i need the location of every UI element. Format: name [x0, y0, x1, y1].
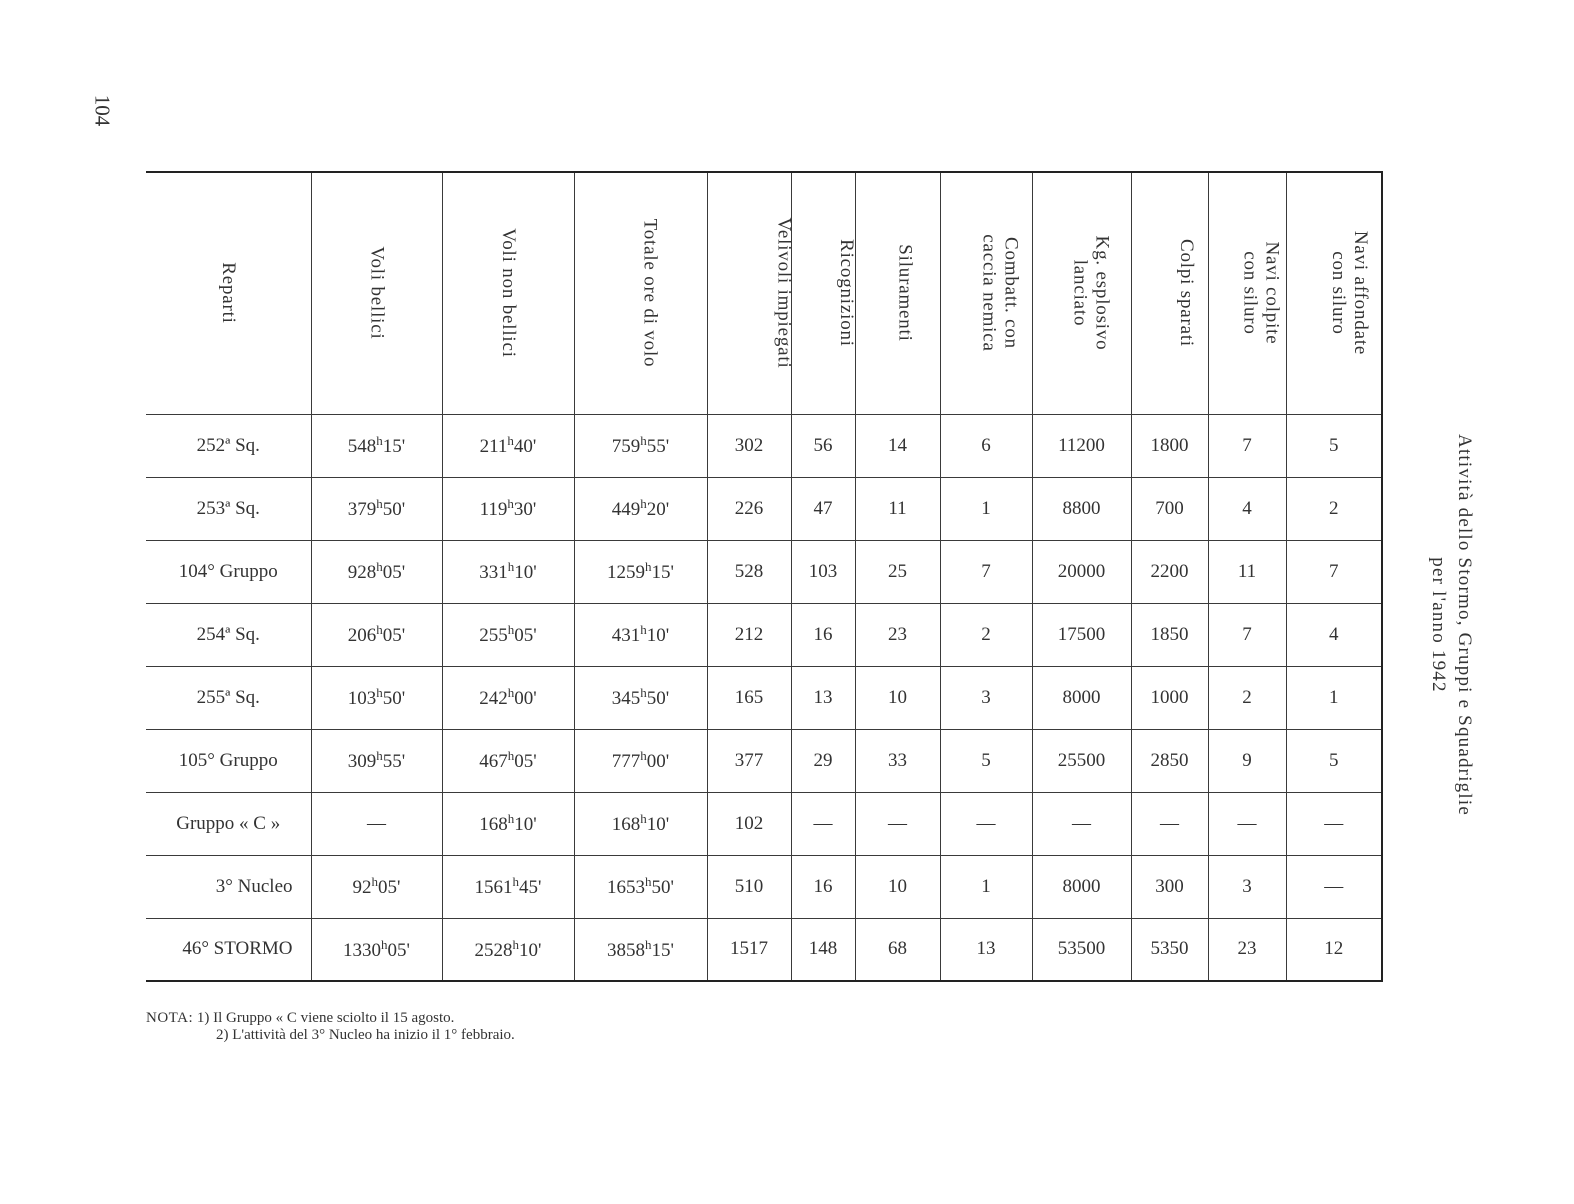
cell-voli-bellici: 379$^h$50' — [311, 477, 442, 540]
minutes-value: 50' — [382, 499, 406, 520]
minutes-value: 05' — [514, 751, 537, 772]
minutes-value: 40' — [513, 436, 537, 457]
hours-value: 168 — [611, 814, 641, 835]
table-row — [146, 477, 1382, 540]
cell-siluramenti: 10 — [855, 666, 940, 729]
table-row — [146, 918, 1382, 981]
header-combatt — [940, 172, 1032, 414]
cell-colpi: 2200 — [1131, 540, 1208, 603]
minutes-value: 30' — [513, 499, 537, 520]
minutes-value: 05' — [382, 562, 406, 583]
cell-voli-non-bellici: 242$^h$00' — [442, 666, 574, 729]
minutes-value: 15' — [651, 939, 674, 961]
cell-colpi: 300 — [1131, 855, 1208, 918]
header-voli-non-bellici — [442, 172, 574, 414]
cell-reparto: 3° Nucleo — [146, 855, 311, 918]
minutes-value: 50' — [382, 688, 406, 709]
header-ricognizioni — [791, 172, 855, 414]
cell-combatt: 1 — [940, 855, 1032, 918]
page-number: 104 — [90, 94, 115, 126]
cell-kg: 17500 — [1032, 603, 1131, 666]
header-label: con siluro — [1239, 251, 1260, 335]
cell-reparto: 255ª Sq. — [146, 666, 311, 729]
cell-navi-affondate: 4 — [1286, 603, 1382, 666]
note-item-1: 1) Il Gruppo « C viene sciolto il 15 agosto. — [196, 1010, 455, 1026]
cell-voli-non-bellici: 1561$^h$45' — [442, 855, 574, 918]
hours-value: 3858 — [607, 939, 646, 961]
header-label: Siluramenti — [894, 244, 916, 342]
header-label: Velivoli impiegati — [773, 217, 795, 369]
table-row — [146, 414, 1382, 477]
cell-combatt: 13 — [940, 918, 1032, 981]
cell-voli-non-bellici: 168$^h$10' — [442, 792, 574, 855]
cell-velivoli: 302 — [707, 414, 791, 477]
cell-velivoli: 377 — [707, 729, 791, 792]
hours-value: 928 — [347, 562, 377, 583]
cell-voli-non-bellici: 211$^h$40' — [442, 414, 574, 477]
hours-value: 759 — [611, 436, 641, 457]
cell-navi-affondate: 1 — [1286, 666, 1382, 729]
cell-colpi: — — [1131, 792, 1208, 855]
cell-totale: 168$^h$10' — [574, 792, 707, 855]
cell-kg: 53500 — [1032, 918, 1131, 981]
minutes-value: 15' — [651, 562, 674, 583]
hours-value: 331 — [479, 562, 508, 583]
hours-value: 379 — [347, 499, 377, 520]
cell-navi-affondate: 2 — [1286, 477, 1382, 540]
header-kg-esplosivo — [1032, 172, 1131, 414]
minutes-value: 00' — [514, 688, 537, 709]
cell-velivoli: 102 — [707, 792, 791, 855]
header-navi-colpite — [1208, 172, 1286, 414]
header-label: Colpi sparati — [1175, 239, 1197, 348]
cell-colpi: 2850 — [1131, 729, 1208, 792]
cell-totale: 345$^h$50' — [574, 666, 707, 729]
hours-value: 548 — [347, 436, 377, 457]
cell-colpi: 1000 — [1131, 666, 1208, 729]
cell-reparto: 252ª Sq. — [146, 414, 311, 477]
cell-kg: — — [1032, 792, 1131, 855]
cell-navi-colpite: 7 — [1208, 414, 1286, 477]
cell-voli-bellici — [311, 792, 442, 855]
table-caption — [1418, 420, 1484, 830]
header-label: lanciato — [1068, 259, 1090, 327]
header-navi-affondate — [1286, 172, 1382, 414]
hours-value: 242 — [479, 688, 508, 709]
cell-voli-bellici: 548$^h$15' — [311, 414, 442, 477]
cell-velivoli: 1517 — [707, 918, 791, 981]
cell-kg: 8000 — [1032, 855, 1131, 918]
header-label: Voli non bellici — [498, 228, 519, 359]
cell-combatt: 2 — [940, 603, 1032, 666]
cell-ricognizioni: 16 — [791, 855, 855, 918]
cell-combatt: 3 — [940, 666, 1032, 729]
cell-combatt: 1 — [940, 477, 1032, 540]
hours-value: 431 — [611, 625, 641, 646]
cell-velivoli: 212 — [707, 603, 791, 666]
minutes-value: 05' — [387, 939, 410, 961]
cell-navi-colpite: 9 — [1208, 729, 1286, 792]
cell-siluramenti: 33 — [855, 729, 940, 792]
cell-siluramenti: 68 — [855, 918, 940, 981]
cell-siluramenti: 14 — [855, 414, 940, 477]
cell-ricognizioni: 16 — [791, 603, 855, 666]
header-totale-ore — [574, 172, 707, 414]
minutes-value: 05' — [378, 877, 401, 898]
cell-voli-bellici: 1330$^h$05' — [311, 918, 442, 981]
activity-table — [146, 171, 1383, 982]
header-label: Totale ore di volo — [638, 218, 660, 368]
hours-value: 206 — [347, 625, 377, 646]
cell-totale: 3858$^h$15' — [574, 918, 707, 981]
hours-value: 119 — [479, 499, 508, 520]
cell-reparto: 104° Gruppo — [146, 540, 311, 603]
cell-colpi: 5350 — [1131, 918, 1208, 981]
header-voli-bellici — [311, 172, 442, 414]
hours-value: 1653 — [607, 877, 646, 898]
cell-reparto: 46° STORMO — [146, 918, 311, 981]
table-row — [146, 855, 1382, 918]
header-row — [146, 172, 1382, 414]
footnote — [146, 1010, 515, 1044]
table-row — [146, 666, 1382, 729]
cell-voli-bellici: 206$^h$05' — [311, 603, 442, 666]
cell-navi-colpite: 4 — [1208, 477, 1286, 540]
minutes-value: 50' — [651, 877, 674, 898]
header-velivoli — [707, 172, 795, 414]
cell-kg: 11200 — [1032, 414, 1131, 477]
cell-velivoli: 528 — [707, 540, 791, 603]
minutes-value: 10' — [646, 625, 670, 646]
cell-ricognizioni: 103 — [791, 540, 855, 603]
cell-ricognizioni: 29 — [791, 729, 855, 792]
header-label: Navi affondate — [1349, 231, 1371, 356]
header-siluramenti — [855, 172, 940, 414]
hours-value: 255 — [479, 625, 508, 646]
cell-siluramenti: 23 — [855, 603, 940, 666]
cell-kg: 25500 — [1032, 729, 1131, 792]
cell-velivoli: 226 — [707, 477, 791, 540]
cell-navi-affondate: 5 — [1286, 729, 1382, 792]
cell-voli-non-bellici: 331$^h$10' — [442, 540, 574, 603]
cell-navi-affondate: — — [1286, 855, 1382, 918]
cell-kg: 8800 — [1032, 477, 1131, 540]
cell-totale: 759$^h$55' — [574, 414, 707, 477]
header-label: Combatt. con — [1000, 237, 1022, 350]
minutes-value: 10' — [646, 814, 670, 835]
caption-line-1: Attività dello Stormo, Gruppi e Squadriglie — [1454, 434, 1476, 816]
cell-reparto: 254ª Sq. — [146, 603, 311, 666]
header-label: con siluro — [1327, 251, 1349, 335]
cell-dash: — — [367, 812, 386, 834]
minutes-value: 20' — [646, 499, 670, 520]
cell-navi-affondate: — — [1286, 792, 1382, 855]
cell-navi-colpite: 23 — [1208, 918, 1286, 981]
cell-voli-bellici: 928$^h$05' — [311, 540, 442, 603]
cell-reparto: 105° Gruppo — [146, 729, 311, 792]
cell-reparto: Gruppo « C » — [146, 792, 311, 855]
hours-value: 467 — [479, 751, 508, 772]
hours-value: 345 — [611, 688, 641, 709]
cell-combatt: — — [940, 792, 1032, 855]
cell-ricognizioni: 47 — [791, 477, 855, 540]
hours-value: 2528 — [474, 939, 513, 961]
cell-navi-colpite: 7 — [1208, 603, 1286, 666]
cell-colpi: 1850 — [1131, 603, 1208, 666]
table-row — [146, 603, 1382, 666]
minutes-value: 50' — [646, 688, 670, 709]
minutes-value: 00' — [646, 751, 670, 772]
cell-ricognizioni: 148 — [791, 918, 855, 981]
minutes-value: 05' — [514, 625, 537, 646]
hours-value: 92 — [352, 877, 372, 898]
minutes-value: 10' — [519, 939, 542, 961]
cell-voli-non-bellici: 467$^h$05' — [442, 729, 574, 792]
cell-reparto: 253ª Sq. — [146, 477, 311, 540]
cell-voli-bellici: 92$^h$05' — [311, 855, 442, 918]
cell-navi-colpite: 11 — [1208, 540, 1286, 603]
cell-navi-affondate: 5 — [1286, 414, 1382, 477]
minutes-value: 10' — [514, 814, 537, 835]
cell-combatt: 5 — [940, 729, 1032, 792]
cell-voli-bellici: 309$^h$55' — [311, 729, 442, 792]
cell-siluramenti: 11 — [855, 477, 940, 540]
cell-colpi: 1800 — [1131, 414, 1208, 477]
cell-totale: 777$^h$00' — [574, 729, 707, 792]
note-item-2: 2) L'attività del 3° Nucleo ha inizio il 1° febbraio. — [216, 1027, 515, 1043]
cell-navi-affondate: 12 — [1286, 918, 1382, 981]
cell-siluramenti: 25 — [855, 540, 940, 603]
cell-velivoli: 165 — [707, 666, 791, 729]
cell-totale: 431$^h$10' — [574, 603, 707, 666]
header-label: caccia nemica — [978, 234, 1000, 352]
cell-ricognizioni: 56 — [791, 414, 855, 477]
cell-ricognizioni: — — [791, 792, 855, 855]
hours-value: 777 — [611, 751, 641, 772]
table-row — [146, 792, 1382, 855]
hours-value: 103 — [347, 688, 377, 709]
header-label: Navi colpite — [1261, 241, 1282, 345]
minutes-value: 15' — [382, 436, 406, 457]
hours-value: 168 — [479, 814, 508, 835]
minutes-value: 55' — [646, 436, 670, 457]
cell-navi-colpite: 3 — [1208, 855, 1286, 918]
minutes-value: 55' — [382, 751, 406, 772]
hours-value: 1561 — [474, 877, 513, 898]
header-label: Reparti — [218, 262, 240, 325]
cell-totale: 1653$^h$50' — [574, 855, 707, 918]
note-label: NOTA: — [146, 1010, 194, 1026]
header-reparti — [146, 172, 311, 414]
cell-kg: 20000 — [1032, 540, 1131, 603]
header-colpi — [1131, 172, 1208, 414]
cell-combatt: 6 — [940, 414, 1032, 477]
cell-totale: 449$^h$20' — [574, 477, 707, 540]
header-label: Voli bellici — [366, 246, 388, 340]
header-label: Ricognizioni — [835, 239, 857, 348]
cell-voli-non-bellici: 2528$^h$10' — [442, 918, 574, 981]
cell-voli-non-bellici: 255$^h$05' — [442, 603, 574, 666]
cell-navi-colpite: 2 — [1208, 666, 1286, 729]
minutes-value: 45' — [519, 877, 542, 898]
hours-value: 1330 — [343, 939, 382, 961]
table-row — [146, 540, 1382, 603]
cell-colpi: 700 — [1131, 477, 1208, 540]
hours-value: 1259 — [607, 562, 646, 583]
header-label: Kg. esplosivo — [1090, 235, 1112, 351]
cell-navi-affondate: 7 — [1286, 540, 1382, 603]
table-row — [146, 729, 1382, 792]
cell-voli-bellici: 103$^h$50' — [311, 666, 442, 729]
cell-siluramenti: 10 — [855, 855, 940, 918]
cell-totale: 1259$^h$15' — [574, 540, 707, 603]
cell-combatt: 7 — [940, 540, 1032, 603]
cell-velivoli: 510 — [707, 855, 791, 918]
minutes-value: 05' — [382, 625, 406, 646]
hours-value: 449 — [611, 499, 641, 520]
cell-navi-colpite: — — [1208, 792, 1286, 855]
cell-ricognizioni: 13 — [791, 666, 855, 729]
caption-line-2: per l'anno 1942 — [1428, 557, 1450, 693]
cell-kg: 8000 — [1032, 666, 1131, 729]
hours-value: 211 — [479, 436, 508, 457]
cell-siluramenti: — — [855, 792, 940, 855]
hours-value: 309 — [347, 751, 377, 772]
cell-voli-non-bellici: 119$^h$30' — [442, 477, 574, 540]
minutes-value: 10' — [514, 562, 537, 583]
